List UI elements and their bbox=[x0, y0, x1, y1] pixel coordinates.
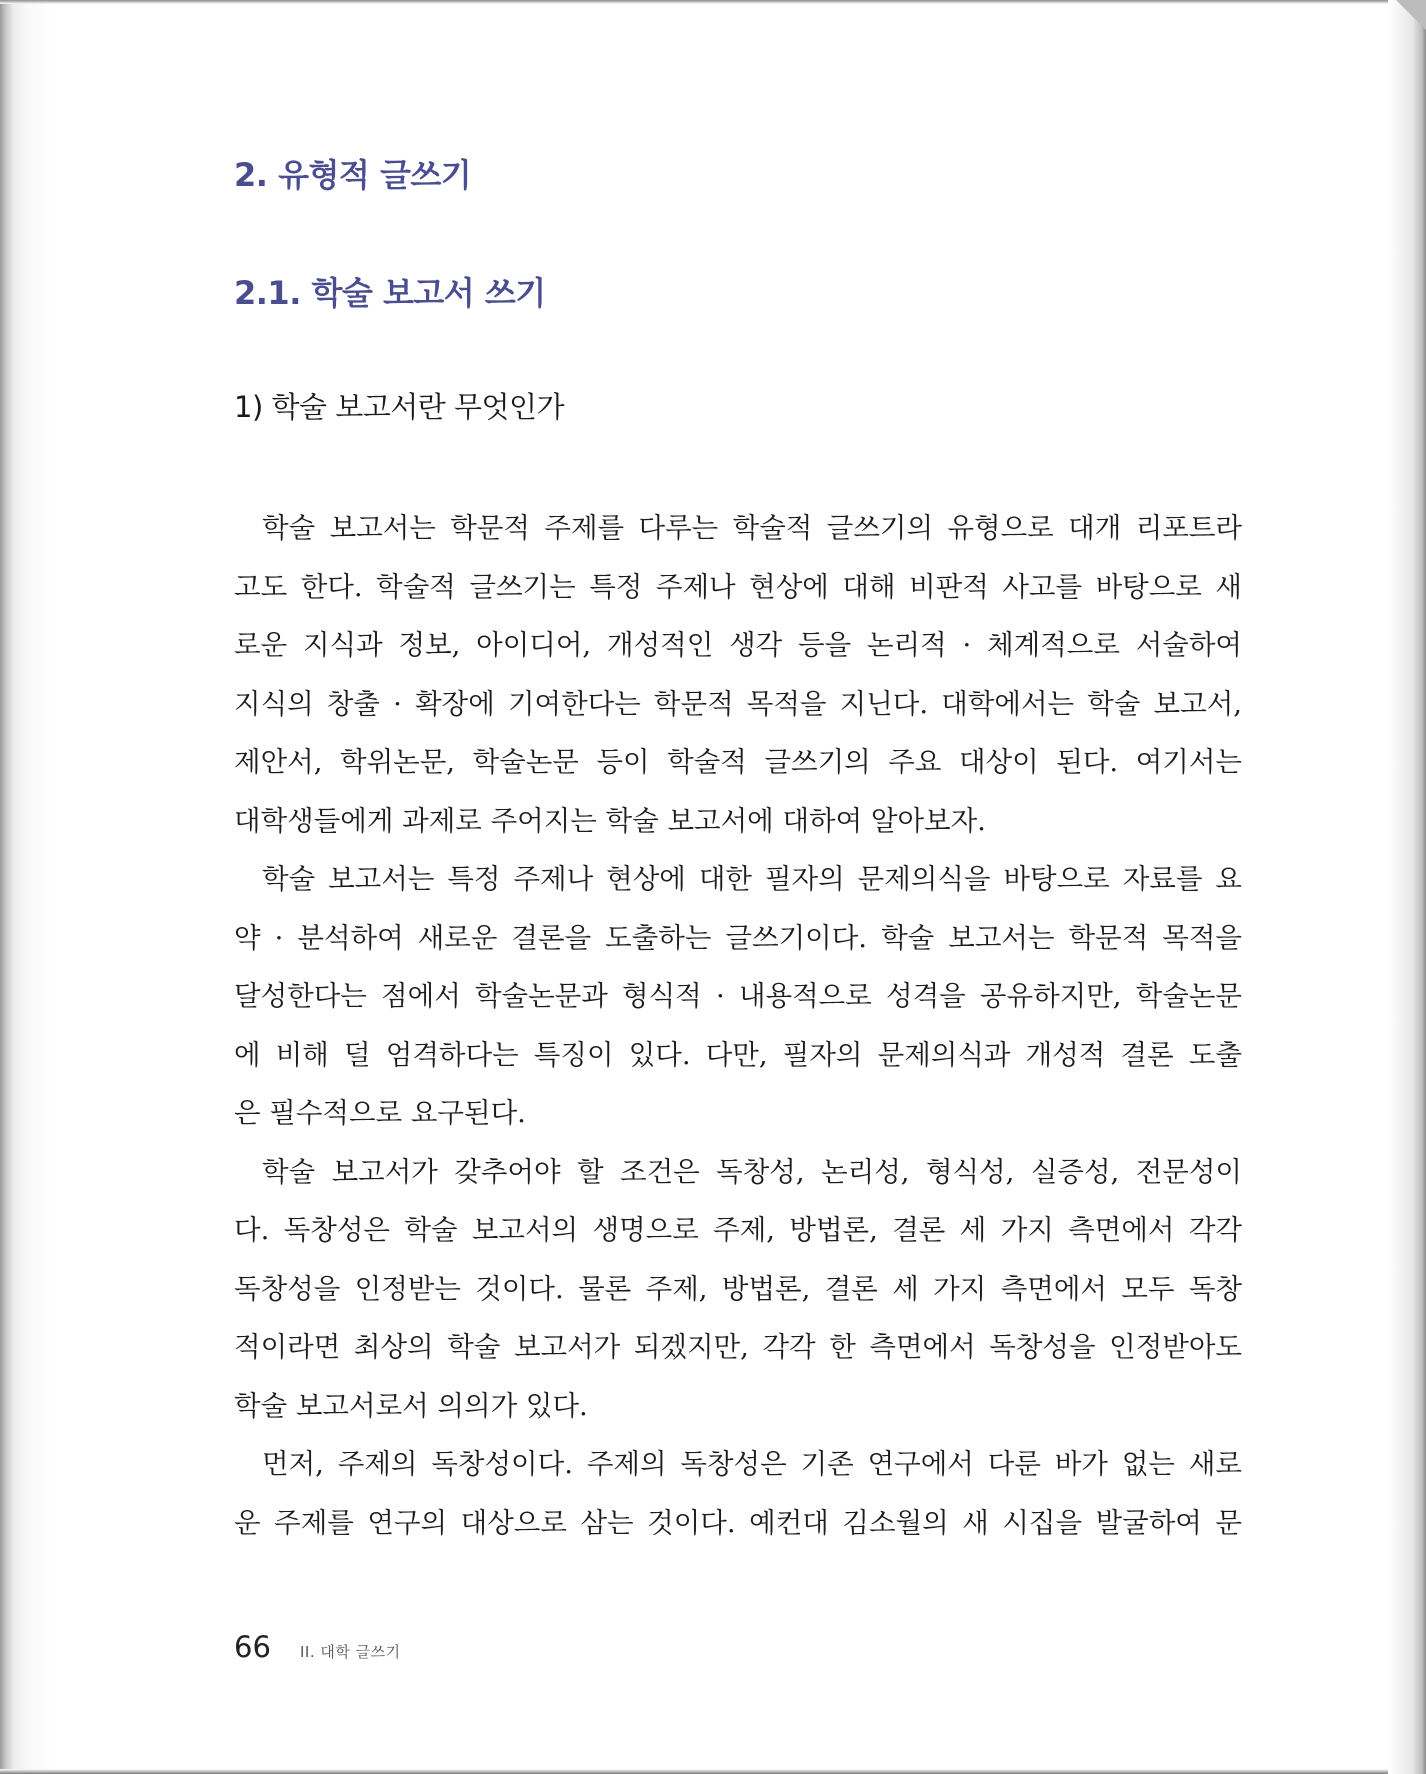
text-line: 달성한다는 점에서 학술논문과 형식적 · 내용적으로 성격을 공유하지만, 학술논문 bbox=[234, 980, 1242, 1012]
page-top-edge-shadow bbox=[0, 0, 1426, 4]
text-line: 고도 한다. 학술적 글쓰기는 특정 주제나 현상에 대해 비판적 사고를 바탕으로 새 bbox=[234, 570, 1242, 603]
text-line: 대학생들에게 과제로 주어지는 학술 보고서에 대하여 알아보자. bbox=[234, 804, 986, 837]
text-line: 학술 보고서가 갖추어야 할 조건은 독창성, 논리성, 형식성, 실증성, 전문성이 bbox=[262, 1155, 1242, 1188]
text-line: 제안서, 학위논문, 학술논문 등이 학술적 글쓰기의 주요 대상이 된다. 여기서는 bbox=[234, 746, 1242, 778]
text-line: 지식의 창출 · 확장에 기여한다는 학문적 목적을 지닌다. 대학에서는 학술 보고서, bbox=[234, 687, 1242, 720]
text-line: 학술 보고서는 특정 주제나 현상에 대한 필자의 문제의식을 바탕으로 자료를 요 bbox=[262, 863, 1242, 895]
paragraph bbox=[234, 1435, 1242, 1552]
page-footer bbox=[234, 1630, 401, 1670]
text-line: 학술 보고서로서 의의가 있다. bbox=[234, 1389, 588, 1422]
body-text bbox=[234, 499, 1242, 1552]
paragraph bbox=[234, 499, 1242, 850]
page-corner-curl bbox=[1396, 0, 1426, 30]
text-line: 로운 지식과 정보, 아이디어, 개성적인 생각 등을 논리적 · 체계적으로 서술하여 bbox=[234, 629, 1242, 661]
text-line: 은 필수적으로 요구된다. bbox=[234, 1097, 526, 1129]
text-line: 적이라면 최상의 학술 보고서가 되겠지만, 각각 한 측면에서 독창성을 인정받아도 bbox=[234, 1331, 1242, 1363]
text-line: 독창성을 인정받는 것이다. 물론 주제, 방법론, 결론 세 가지 측면에서 모두 독창 bbox=[234, 1272, 1242, 1305]
paragraph bbox=[234, 850, 1242, 1143]
text-line: 학술 보고서는 학문적 주제를 다루는 학술적 글쓰기의 유형으로 대개 리포트라 bbox=[262, 512, 1242, 544]
paragraph bbox=[234, 1143, 1242, 1436]
text-line: 운 주제를 연구의 대상으로 삼는 것이다. 예컨대 김소월의 새 시집을 발굴하여 문 bbox=[234, 1506, 1242, 1539]
running-head: II. 대학 글쓰기 bbox=[300, 1643, 401, 1661]
page-right-edge-shadow bbox=[1388, 0, 1426, 1774]
subsection-title: 2.1. 학술 보고서 쓰기 bbox=[234, 274, 546, 312]
section-title: 2. 유형적 글쓰기 bbox=[234, 156, 472, 194]
page-bottom-edge-shadow bbox=[0, 1769, 1426, 1774]
text-line: 다. 독창성은 학술 보고서의 생명으로 주제, 방법론, 결론 세 가지 측면에서 각각 bbox=[234, 1214, 1242, 1246]
text-line: 약 · 분석하여 새로운 결론을 도출하는 글쓰기이다. 학술 보고서는 학문적 목적을 bbox=[234, 921, 1242, 954]
sub-subsection-title: 1) 학술 보고서란 무엇인가 bbox=[234, 390, 565, 424]
text-line: 에 비해 덜 엄격하다는 특징이 있다. 다만, 필자의 문제의식과 개성적 결론 도출 bbox=[234, 1038, 1242, 1071]
page-number: 66 bbox=[234, 1630, 271, 1664]
page-left-edge-shadow bbox=[0, 0, 52, 1774]
text-line: 먼저, 주제의 독창성이다. 주제의 독창성은 기존 연구에서 다룬 바가 없는 새로 bbox=[262, 1448, 1242, 1480]
